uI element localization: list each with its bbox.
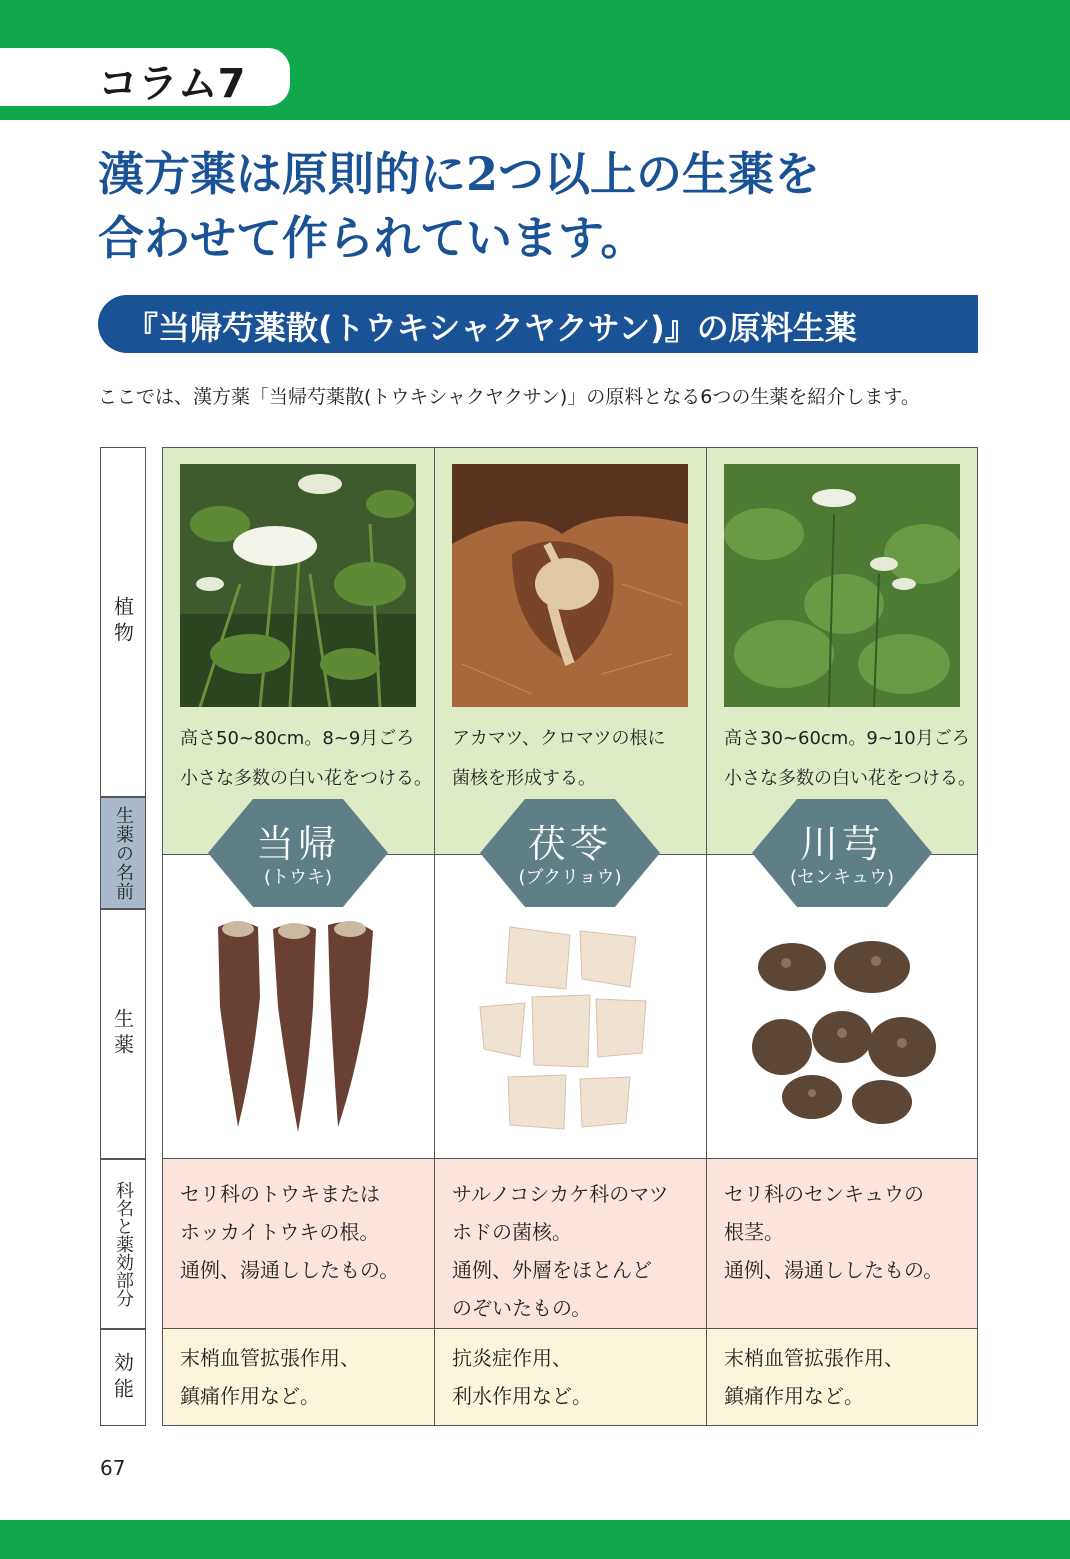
column-label: コラム7 xyxy=(98,61,246,107)
intro-text: ここでは、漢方薬「当帰芍薬散(トウキシャクヤクサン)」の原料となる6つの生薬を紹介します。 xyxy=(98,386,920,408)
family-description: セリ科のトウキまたは ホッカイトウキの根。 通例、湯通ししたもの。 xyxy=(180,1182,400,1282)
headline-line-2: 合わせて作られています。 xyxy=(98,211,647,265)
herb-reading: (センキュウ) xyxy=(789,867,895,888)
herb-column-senkyuu xyxy=(706,447,978,1426)
plant-photo-touki xyxy=(180,464,416,707)
row-label-name: 生薬の名前 xyxy=(100,797,146,909)
plant-description: 高さ30~60cm。9~10月ごろ 小さな多数の白い花をつける。 xyxy=(724,728,976,789)
row-label-family: 科名と薬効部分 xyxy=(100,1159,146,1329)
crude-drug-image-senkyuu xyxy=(742,917,942,1137)
plant-description: アカマツ、クロマツの根に 菌核を形成する。 xyxy=(452,728,666,789)
effect-description: 抗炎症作用、 利水作用など。 xyxy=(452,1346,592,1408)
plant-photo-senkyuu xyxy=(724,464,960,707)
herb-column-touki xyxy=(162,447,434,1426)
crude-drug-image-touki xyxy=(198,917,398,1137)
herb-name: 茯苓 xyxy=(527,822,612,866)
row-label-crude: 生薬 xyxy=(100,909,146,1159)
row-label-effect: 効能 xyxy=(100,1329,146,1426)
family-description: サルノコシカケ科のマツ ホドの菌核。 通例、外層をほとんど のぞいたもの。 xyxy=(452,1182,669,1320)
headline-line-1: 漢方薬は原則的に2つ以上の生薬を xyxy=(98,147,821,201)
row-label-plant: 植物 xyxy=(100,447,146,797)
herb-reading: (トウキ) xyxy=(263,867,333,888)
herb-name: 川芎 xyxy=(799,822,884,866)
plant-description: 高さ50~80cm。8~9月ごろ 小さな多数の白い花をつける。 xyxy=(180,728,432,789)
herb-table xyxy=(162,447,978,1426)
effect-description: 末梢血管拡張作用、 鎮痛作用など。 xyxy=(180,1346,360,1408)
family-description: セリ科のセンキュウの 根茎。 通例、湯通ししたもの。 xyxy=(724,1182,944,1282)
section-title-band xyxy=(98,295,978,353)
herb-column-bukuryou xyxy=(434,447,706,1426)
crude-drug-image-bukuryou xyxy=(470,917,670,1137)
page-number: 67 xyxy=(100,1456,126,1480)
herb-reading: (ブクリョウ) xyxy=(518,867,622,888)
column-tab xyxy=(0,48,290,106)
effect-description: 末梢血管拡張作用、 鎮痛作用など。 xyxy=(724,1346,904,1408)
herb-name: 当帰 xyxy=(255,822,340,866)
bottom-green-bar xyxy=(0,1520,1070,1559)
page-headline xyxy=(98,142,978,270)
section-title: 『当帰芍薬散(トウキシャクヤクサン)』の原料生薬 xyxy=(126,309,857,347)
plant-photo-bukuryou xyxy=(452,464,688,707)
